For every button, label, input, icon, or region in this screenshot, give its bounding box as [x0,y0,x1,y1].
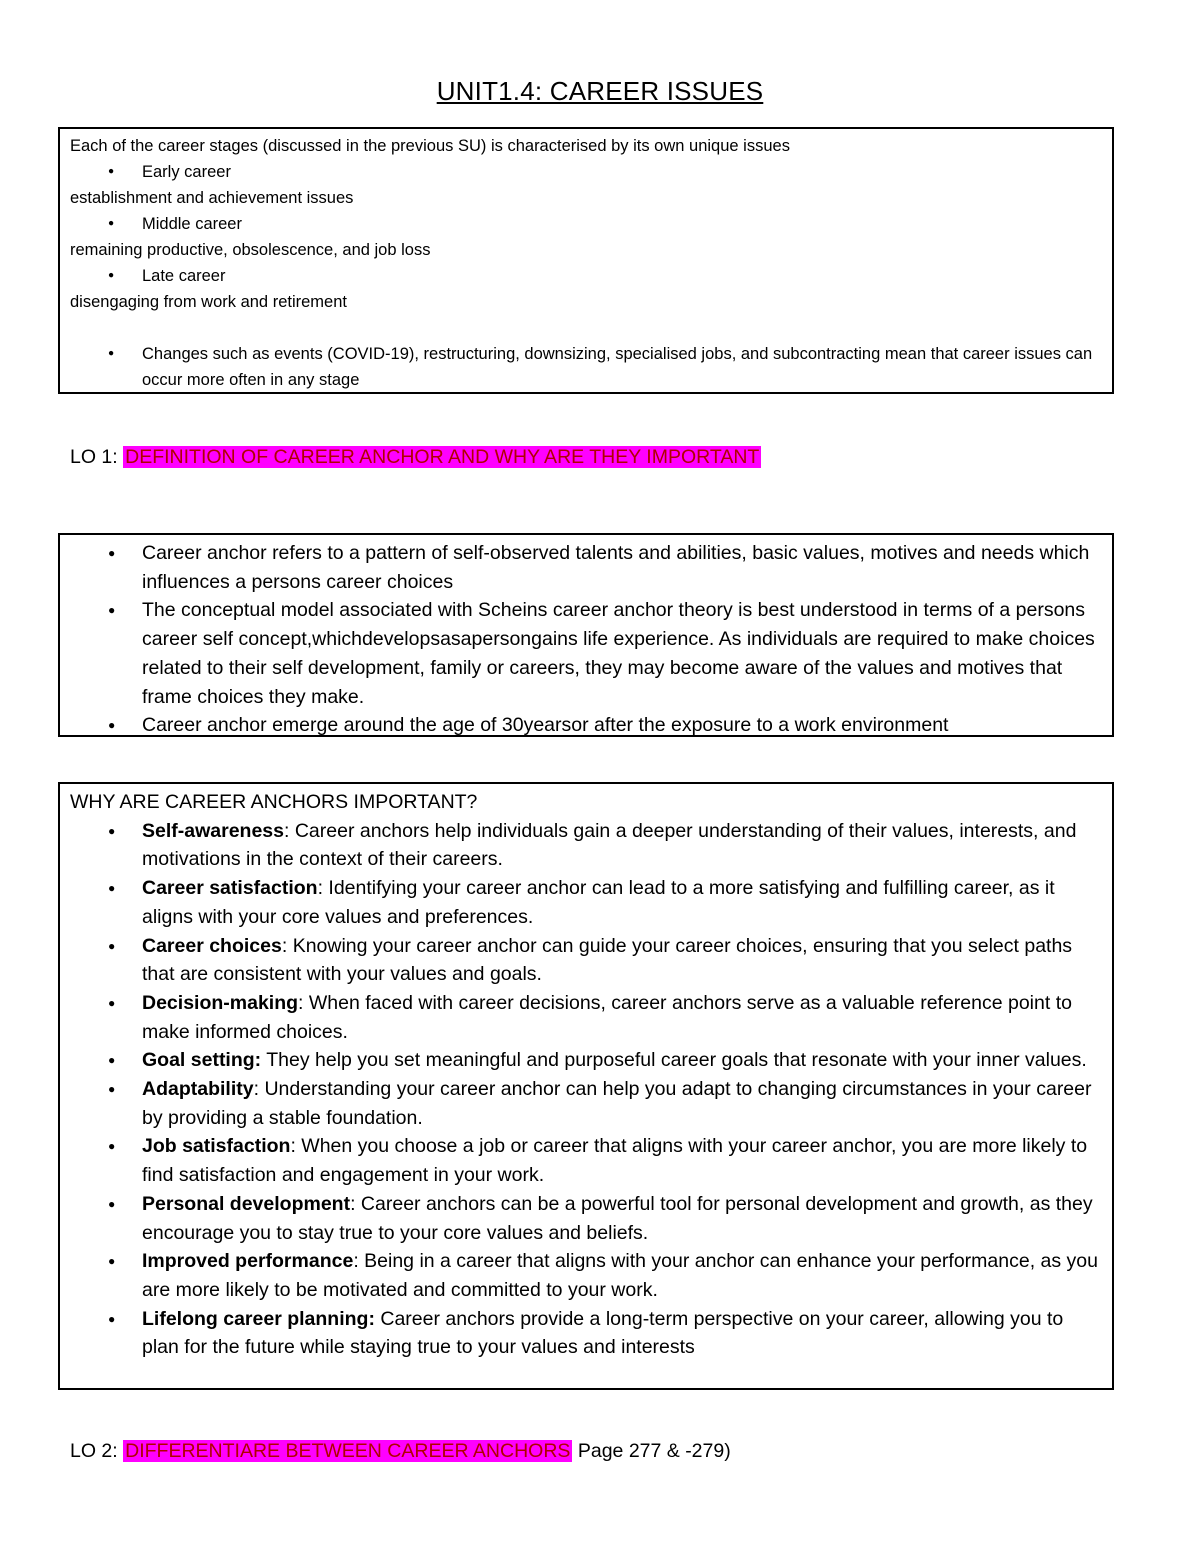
importance-item [70,1190,1102,1247]
importance-term: Decision-making [142,991,299,1014]
learning-outcome-1 [70,443,761,471]
importance-heading: WHY ARE CAREER ANCHORS IMPORTANT? [70,791,478,813]
importance-separator: : [353,1250,365,1273]
importance-item [70,1305,1102,1362]
importance-separator: : [253,1078,265,1101]
importance-term: Adaptability [142,1078,254,1101]
importance-term: Personal development [142,1192,351,1215]
lo2-highlight: DIFFERENTIARE BETWEEN CAREER ANCHORS [125,1440,571,1462]
importance-item [70,989,1102,1046]
importance-item [70,1247,1102,1304]
lo1-prefix: LO 1: [70,446,124,468]
career-stage-late-issues: disengaging from work and retirement [70,293,347,311]
definition-item: ● Career anchor refers to a pattern of self-observed talents and abilities, basic values, motives and needs which influences a persons career choices [70,539,1102,596]
importance-item [70,1132,1102,1189]
importance-text: Understanding your career anchor can help you adapt to changing circumstances in your career by providing a stable foundation. [142,1078,1092,1129]
importance-item [70,874,1102,931]
importance-separator: : [281,934,293,957]
definition-list [70,539,1102,740]
importance-item [70,932,1102,989]
career-stage-note-list [70,341,1102,393]
career-stages-box [58,127,1114,394]
importance-item [70,817,1102,874]
importance-text: Career anchors provide a long-term perspective on your career, allowing you to plan for the future while staying true to your values and interests [142,1307,1064,1359]
career-stage-late: ● Late career [70,263,1102,289]
importance-text: When you choose a job or career that aligns with your career anchor, you are more likely to find satisfaction and engagement in your work. [142,1135,1088,1187]
lo1-highlight: DEFINITION OF CAREER ANCHOR AND WHY ARE THEY IMPORTANT [125,446,760,468]
importance-text: Knowing your career anchor can guide your career choices, ensuring that you select paths that are consistent with your values and goals. [142,934,1073,986]
career-stage-middle: ● Middle career [70,211,1102,237]
importance-text: Career anchors can be a powerful tool for personal development and growth, as they encourage you to stay true to your core values and beliefs. [142,1192,1093,1244]
page-title: UNIT1.4: CAREER ISSUES [436,76,764,106]
career-stages-intro: Each of the career stages (discussed in the previous SU) is characterised by its own unique issues [70,137,790,155]
career-stage-list [70,263,1102,289]
career-stage-note: ● Changes such as events (COVID-19), restructuring, downsizing, specialised jobs, and subcontracting mean that career issues can occur more often in any stage [70,341,1102,393]
importance-separator: : [317,877,329,900]
learning-outcome-2 [70,1437,731,1465]
importance-term: Goal setting: [142,1049,262,1072]
career-stage-early: ● Early career [70,159,1102,185]
importance-term: Career satisfaction [142,877,318,900]
lo2-suffix: Page 277 & -279) [572,1440,731,1462]
career-stage-list [70,159,1102,185]
importance-separator: : [350,1192,361,1215]
importance-term: Job satisfaction [142,1135,291,1158]
career-stage-early-issues: establishment and achievement issues [70,189,354,207]
importance-term: Improved performance [142,1250,354,1273]
importance-text: Career anchors help individuals gain a deeper understanding of their values, interests, and motivations in the context of their careers. [142,819,1077,871]
importance-text: When faced with career decisions, career anchors serve as a valuable reference point to make informed choices. [142,991,1072,1043]
definition-item: ● The conceptual model associated with Scheins career anchor theory is best understood in terms of a persons career self concept,whichdevelopsasapersongains life experience. As individuals are required to make choices related to their self development, family or careers, they may become aware of the values and motives that frame choices they make. [70,596,1102,711]
career-anchor-definition-box [58,533,1114,737]
spacer [70,315,1102,341]
importance-term: Career choices [142,934,282,957]
importance-term: Self-awareness [142,819,284,842]
importance-text: Identifying your career anchor can lead to a more satisfying and fulfilling career, as it aligns with your core values and preferences. [142,877,1055,928]
importance-separator: : [284,819,295,842]
importance-term: Lifelong career planning: [142,1307,375,1330]
definition-item: ● Career anchor emerge around the age of 30yearsor after the exposure to a work environment [70,711,1102,740]
importance-list [70,817,1102,1362]
importance-text: They help you set meaningful and purposeful career goals that resonate with your inner values. [266,1049,1087,1072]
importance-text: Being in a career that aligns with your anchor can enhance your performance, as you are more likely to be motivated and committed to your work. [142,1250,1098,1301]
career-stage-list [70,211,1102,237]
importance-separator: : [290,1135,302,1158]
lo2-prefix: LO 2: [70,1440,124,1462]
importance-separator: : [298,991,309,1014]
importance-item [70,1046,1102,1075]
importance-box [58,782,1114,1390]
importance-item [70,1075,1102,1132]
career-stage-middle-issues: remaining productive, obsolescence, and job loss [70,241,431,259]
